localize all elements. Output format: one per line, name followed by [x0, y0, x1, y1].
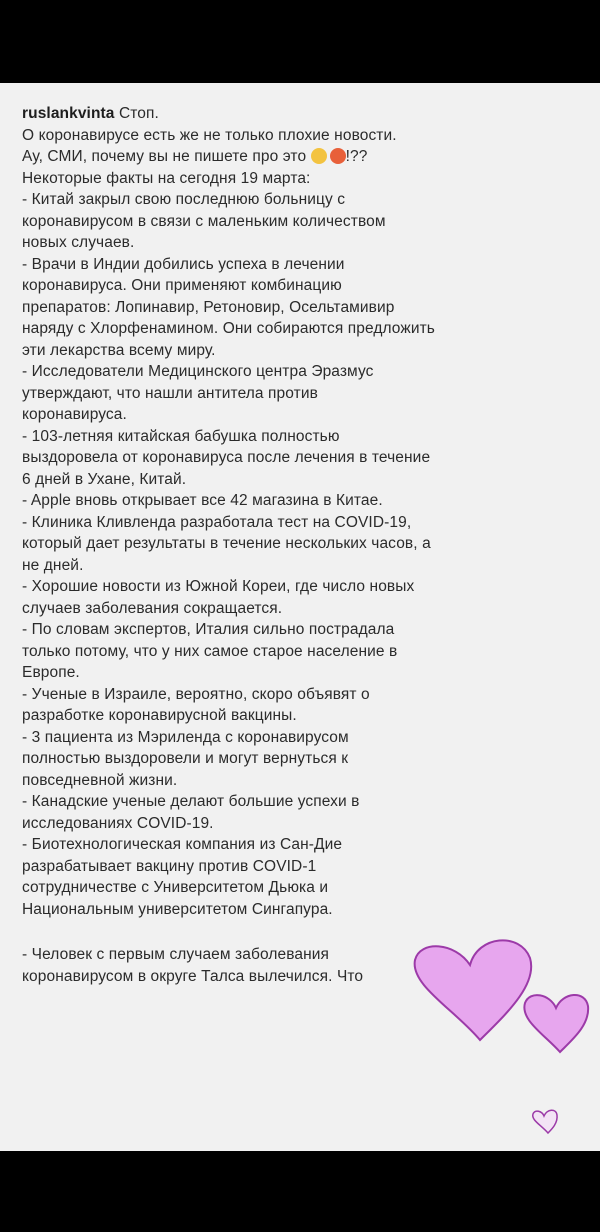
text-line-with-emoji [22, 146, 582, 168]
text-line: выздоровела от коронавируса после лечения в течение [22, 449, 431, 466]
text-line: утверждают, что нашли антитела против [22, 384, 318, 402]
text-line: - По словам экспертов, Италия сильно пострадала [22, 621, 395, 638]
text-line: - Хорошие новости из Южной Кореи, где число новых [22, 578, 415, 595]
story-card [0, 83, 600, 1151]
text-line: - Китай закрыл свою последнюю больницу с [22, 191, 346, 208]
text-line: - Биотехнологическая компания из Сан-Дие [22, 836, 343, 853]
text-line: только потому, что у них самое старое население в [22, 642, 398, 660]
angry-face-emoji-icon [330, 148, 346, 164]
text-line: 6 дней в Ухане, Китай. [22, 470, 187, 488]
text-line: - Ученые в Израиле, вероятно, скоро объявят о [22, 685, 370, 703]
post-first-line: Стоп. [118, 105, 159, 122]
text-line: - Apple вновь открывает все 42 магазина в Китае. [22, 492, 383, 509]
text-line: - Врачи в Индии добились успеха в лечении [22, 255, 345, 273]
face-with-monocle-emoji-icon [311, 148, 327, 164]
text-line: разрабатывает вакцину против COVID-1 [22, 857, 317, 875]
text-line: Европе. [22, 664, 80, 681]
text-line: наряду с Хлорфенамином. Они собираются предложить [22, 320, 435, 337]
text-line: повседневной жизни. [22, 771, 178, 789]
text-line: случаев заболевания сокращается. [22, 599, 283, 617]
text-line: Некоторые факты на сегодня 19 марта: [22, 169, 311, 187]
text-line: разработке коронавирусной вакцины. [22, 707, 297, 724]
text-line: Ау, СМИ, почему вы не пишете про это [22, 148, 307, 165]
text-line: который дает результаты в течение нескольких часов, а [22, 535, 431, 552]
emoji-suffix: !?? [345, 148, 368, 165]
text-line: О коронавирусе есть же не только плохие новости. [22, 126, 397, 144]
text-line: - Канадские ученые делают большие успехи в [22, 793, 360, 810]
text-line: - 3 пациента из Мэриленда с коронавирусом [22, 728, 349, 746]
text-line: - 103-летняя китайская бабушка полностью [22, 427, 340, 445]
text-line: исследованиях COVID-19. [22, 814, 214, 832]
text-line: - Исследователи Медицинского центра Эразмус [22, 363, 374, 380]
text-line: Национальным университетом Сингапура. [22, 900, 333, 918]
text-line: коронавируса. [22, 406, 127, 423]
text-line: - Человек с первым случаем заболевания [22, 946, 330, 963]
text-line: полностью выздоровели и могут вернуться к [22, 750, 349, 767]
post-header [22, 103, 582, 125]
text-line: эти лекарства всему миру. [22, 341, 216, 359]
text-line: не дней. [22, 556, 84, 574]
text-line: - Клиника Кливленда разработала тест на COVID-19, [22, 513, 412, 531]
text-line: препаратов: Лопинавир, Ретоновир, Осельтамивир [22, 298, 395, 316]
text-line: новых случаев. [22, 234, 135, 251]
username[interactable]: ruslankvinta [22, 105, 115, 122]
text-line: коронавируса. Они применяют комбинацию [22, 277, 342, 294]
text-line: коронавирусом в связи с маленьким количеством [22, 212, 386, 230]
text-line: сотрудничестве с Университетом Дьюка и [22, 879, 329, 896]
paragraph-gap [22, 920, 582, 944]
post-text [22, 103, 582, 987]
text-line: коронавирусом в округе Талса вылечился. Что [22, 967, 364, 985]
